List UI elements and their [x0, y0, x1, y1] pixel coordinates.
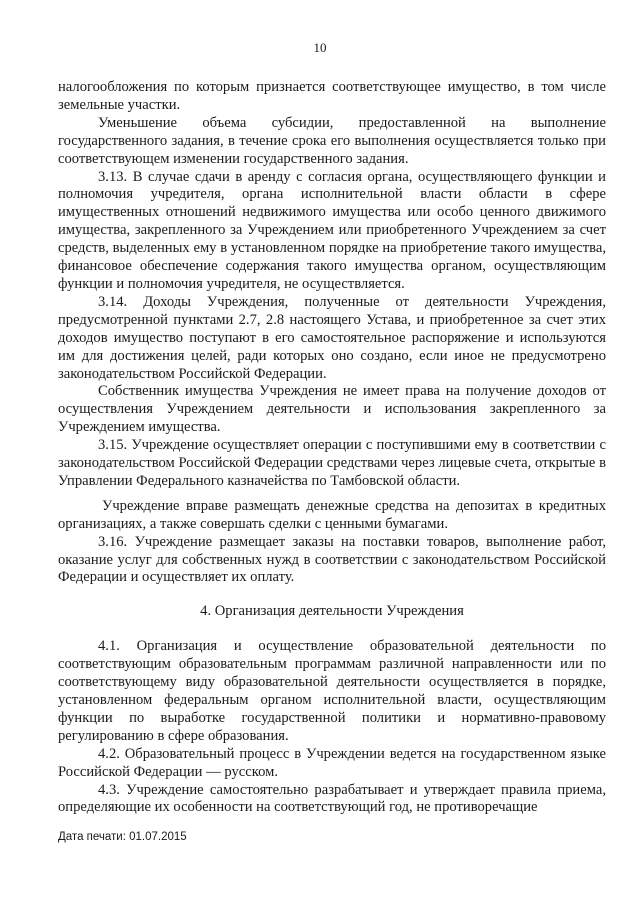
paragraph-subsidy-reduction: Уменьшение объема субсидии, предоставленной на выполнение государственного задания, в течение срока его выполнения осуществляется только при соответствующем изменении государственного задания.: [58, 114, 606, 167]
paragraph-3-15: 3.15. Учреждение осуществляет операции с поступившими ему в соответствии с законодательством Российской Федерации средствами через лицевые счета, открытые в Управлении Федерального казначейства по Тамбовской области.: [58, 437, 606, 489]
print-date: Дата печати: 01.07.2015: [58, 831, 187, 843]
paragraph-owner-rights: Собственник имущества Учреждения не имеет права на получение доходов от осуществления Учреждением деятельности и использования закрепленного за Учреждением имущества.: [58, 383, 606, 436]
paragraph-4-3: 4.3. Учреждение самостоятельно разрабатывает и утверждает правила приема, определяющие их особенности на соответствующий год, не противоречащие: [58, 781, 606, 816]
paragraph-3-14: 3.14. Доходы Учреждения, полученные от деятельности Учреждения, предусмотренной пунктами 2.7, 2.8 настоящего Устава, и приобретенное за счет этих доходов имущество поступают в его самостоятельное распоряжение и используются им для достижения целей, ради которых оно создано, если иное не предусмотрено законодательством Российской Федерации.: [58, 293, 606, 382]
paragraph-3-16: 3.16. Учреждение размещает заказы на поставки товаров, выполнение работ, оказание услуг для собственных нужд в соответствии с законодательством Российской Федерации и осуществляет их оплату.: [58, 533, 606, 586]
section-heading: 4. Организация деятельности Учреждения: [200, 603, 464, 620]
paragraph-4-1: 4.1. Организация и осуществление образовательной деятельности по соответствующим образовательным программам различной направленности или по соответствующему виду образовательной деятельности осуществляется в порядке, установленном федеральным органом исполнительной власти, осуществляющим функции по выработке государственной политики и нормативно-правовому регулированию в сфере образования.: [58, 638, 606, 744]
paragraph-continuation: налогообложения по которым признается соответствующее имущество, в том числе земельные участки.: [58, 79, 606, 113]
document-body: [58, 79, 606, 817]
page-number: 10: [313, 40, 327, 55]
paragraph-4-2: 4.2. Образовательный процесс в Учреждении ведется на государственном языке Российской Федерации — русском.: [58, 745, 606, 780]
paragraph-3-13: 3.13. В случае сдачи в аренду с согласия органа, осуществляющего функции и полномочия учредителя, органа исполнительной власти области в сфере имущественных отношений недвижимого имущества или особо ценного движимого имущества, закрепленного за Учреждением или приобретенного Учреждением за счет средств, выделенных ему в установленном порядке на приобретение такого имущества, финансовое обеспечение содержания такого имущества органом, осуществляющим функции и полномочия учредителя, не осуществляется.: [58, 168, 606, 292]
paragraph-deposits: Учреждение вправе размещать денежные средства на депозитах в кредитных организациях, а также совершать сделки с ценными бумагами.: [58, 497, 606, 532]
